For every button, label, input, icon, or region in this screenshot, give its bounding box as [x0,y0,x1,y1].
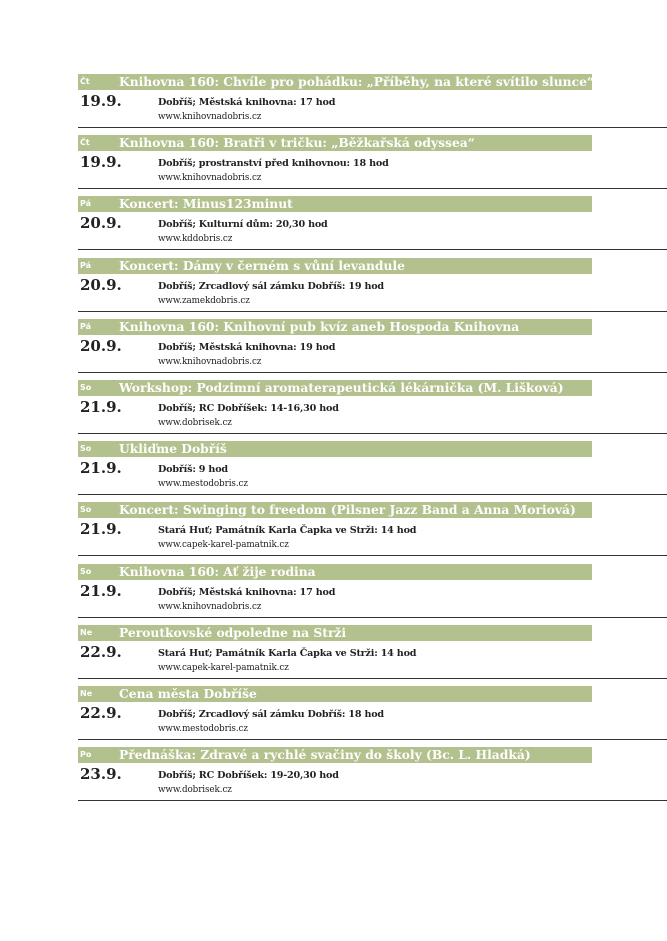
event-date: 21.9. [80,581,122,600]
event-header-bar [78,74,592,90]
event-entry [78,380,667,441]
event-website-link[interactable]: www.knihovnadobris.cz [158,601,262,612]
event-venue: Dobříš; Městská knihovna: 17 hod [158,586,336,598]
event-website-link[interactable]: www.knihovnadobris.cz [158,356,262,367]
event-date: 23.9. [80,765,122,784]
event-title: Knihovna 160: Ať žije rodina [119,563,316,579]
event-title: Cena města Dobříše [119,685,257,701]
event-weekday: Po [80,750,92,760]
event-venue: Dobříš; RC Dobříšek: 14-16,30 hod [158,402,339,414]
event-entry [78,258,667,319]
event-title: Knihovna 160: Chvíle pro pohádku: „Příběhy, na které svítilo slunce“ [119,74,594,89]
event-weekday: Pá [80,199,92,209]
event-weekday: Čt [80,138,90,148]
event-weekday: Pá [80,321,92,331]
event-list [78,74,667,808]
divider [78,249,667,250]
event-venue: Dobříš; Zrcadlový sál zámku Dobříš: 19 hod [158,280,384,292]
event-weekday: So [80,444,92,454]
event-date: 19.9. [80,153,122,172]
divider [78,188,667,189]
event-entry [78,319,667,380]
event-header-bar [78,196,592,212]
event-venue: Dobříš: 9 hod [158,464,228,476]
event-website-link[interactable]: www.dobrisek.cz [158,417,232,428]
divider [78,678,667,679]
event-header-bar [78,625,592,641]
event-header-bar [78,441,592,457]
event-entry [78,135,667,196]
event-date: 21.9. [80,520,122,539]
divider [78,617,667,618]
event-date: 19.9. [80,92,122,110]
event-weekday: Ne [80,627,93,637]
divider [78,555,667,556]
event-entry [78,196,667,257]
event-header-bar [78,502,592,518]
event-weekday: So [80,505,92,515]
event-website-link[interactable]: www.capek-karel-pamatnik.cz [158,662,289,673]
event-title: Přednáška: Zdravé a rychlé svačiny do školy (Bc. L. Hladká) [119,747,531,763]
event-header-bar [78,135,592,151]
divider [78,800,667,801]
event-weekday: Pá [80,260,92,270]
event-venue: Dobříš; Městská knihovna: 17 hod [158,97,336,108]
event-venue: Stará Huť; Památník Karla Čapka ve Strži: 14 hod [158,647,417,659]
event-entry [78,502,667,563]
event-title: Workshop: Podzimní aromaterapeutická lékárnička (M. Lišková) [119,379,564,395]
event-title: Knihovna 160: Bratři v tričku: „Běžkařská odyssea“ [119,135,475,151]
event-title: Peroutkovské odpoledne na Strži [119,624,347,640]
event-date: 20.9. [80,336,122,355]
event-website-link[interactable]: www.zamekdobris.cz [158,295,250,306]
event-venue: Dobříš; prostranství před knihovnou: 18 hod [158,158,389,170]
event-entry [78,625,667,686]
divider [78,311,667,312]
divider [78,739,667,740]
event-title: Koncert: Swinging to freedom (Pilsner Jazz Band a Anna Moriová) [119,502,576,518]
event-venue: Stará Huť; Památník Karla Čapka ve Strži: 14 hod [158,525,417,537]
divider [78,433,667,434]
event-date: 22.9. [80,703,122,722]
event-date: 20.9. [80,214,122,233]
event-header-bar [78,258,592,274]
event-header-bar [78,747,592,763]
event-venue: Dobříš; Městská knihovna: 19 hod [158,341,336,353]
event-weekday: Čt [80,77,90,86]
event-entry [78,747,667,808]
event-title: Koncert: Dámy v černém s vůní levandule [119,257,405,273]
event-date: 22.9. [80,642,122,661]
event-title: Koncert: Minus123minut [119,196,293,212]
event-venue: Dobříš; RC Dobříšek: 19-20,30 hod [158,770,339,782]
event-website-link[interactable]: www.knihovnadobris.cz [158,112,262,122]
event-title: Ukliďme Dobříš [119,441,227,457]
divider [78,372,667,373]
event-weekday: So [80,382,92,392]
event-website-link[interactable]: www.capek-karel-pamatnik.cz [158,540,289,551]
event-title: Knihovna 160: Knihovní pub kvíz aneb Hospoda Knihovna [119,318,520,334]
event-header-bar [78,380,592,396]
event-website-link[interactable]: www.mestodobris.cz [158,479,248,490]
event-entry [78,564,667,625]
event-website-link[interactable]: www.knihovnadobris.cz [158,173,262,184]
event-venue: Dobříš; Kulturní dům: 20,30 hod [158,219,328,231]
event-entry [78,74,667,135]
divider [78,127,667,128]
event-date: 20.9. [80,275,122,294]
event-weekday: Ne [80,688,93,698]
event-website-link[interactable]: www.kddobris.cz [158,234,233,245]
event-website-link[interactable]: www.dobrisek.cz [158,785,232,796]
event-header-bar [78,319,592,335]
divider [78,494,667,495]
event-entry [78,686,667,747]
event-website-link[interactable]: www.mestodobris.cz [158,723,248,734]
event-entry [78,441,667,502]
event-weekday: So [80,566,92,576]
event-venue: Dobříš; Zrcadlový sál zámku Dobříš: 18 hod [158,708,384,720]
event-date: 21.9. [80,397,122,416]
event-date: 21.9. [80,459,122,478]
event-header-bar [78,686,592,702]
event-header-bar [78,564,592,580]
